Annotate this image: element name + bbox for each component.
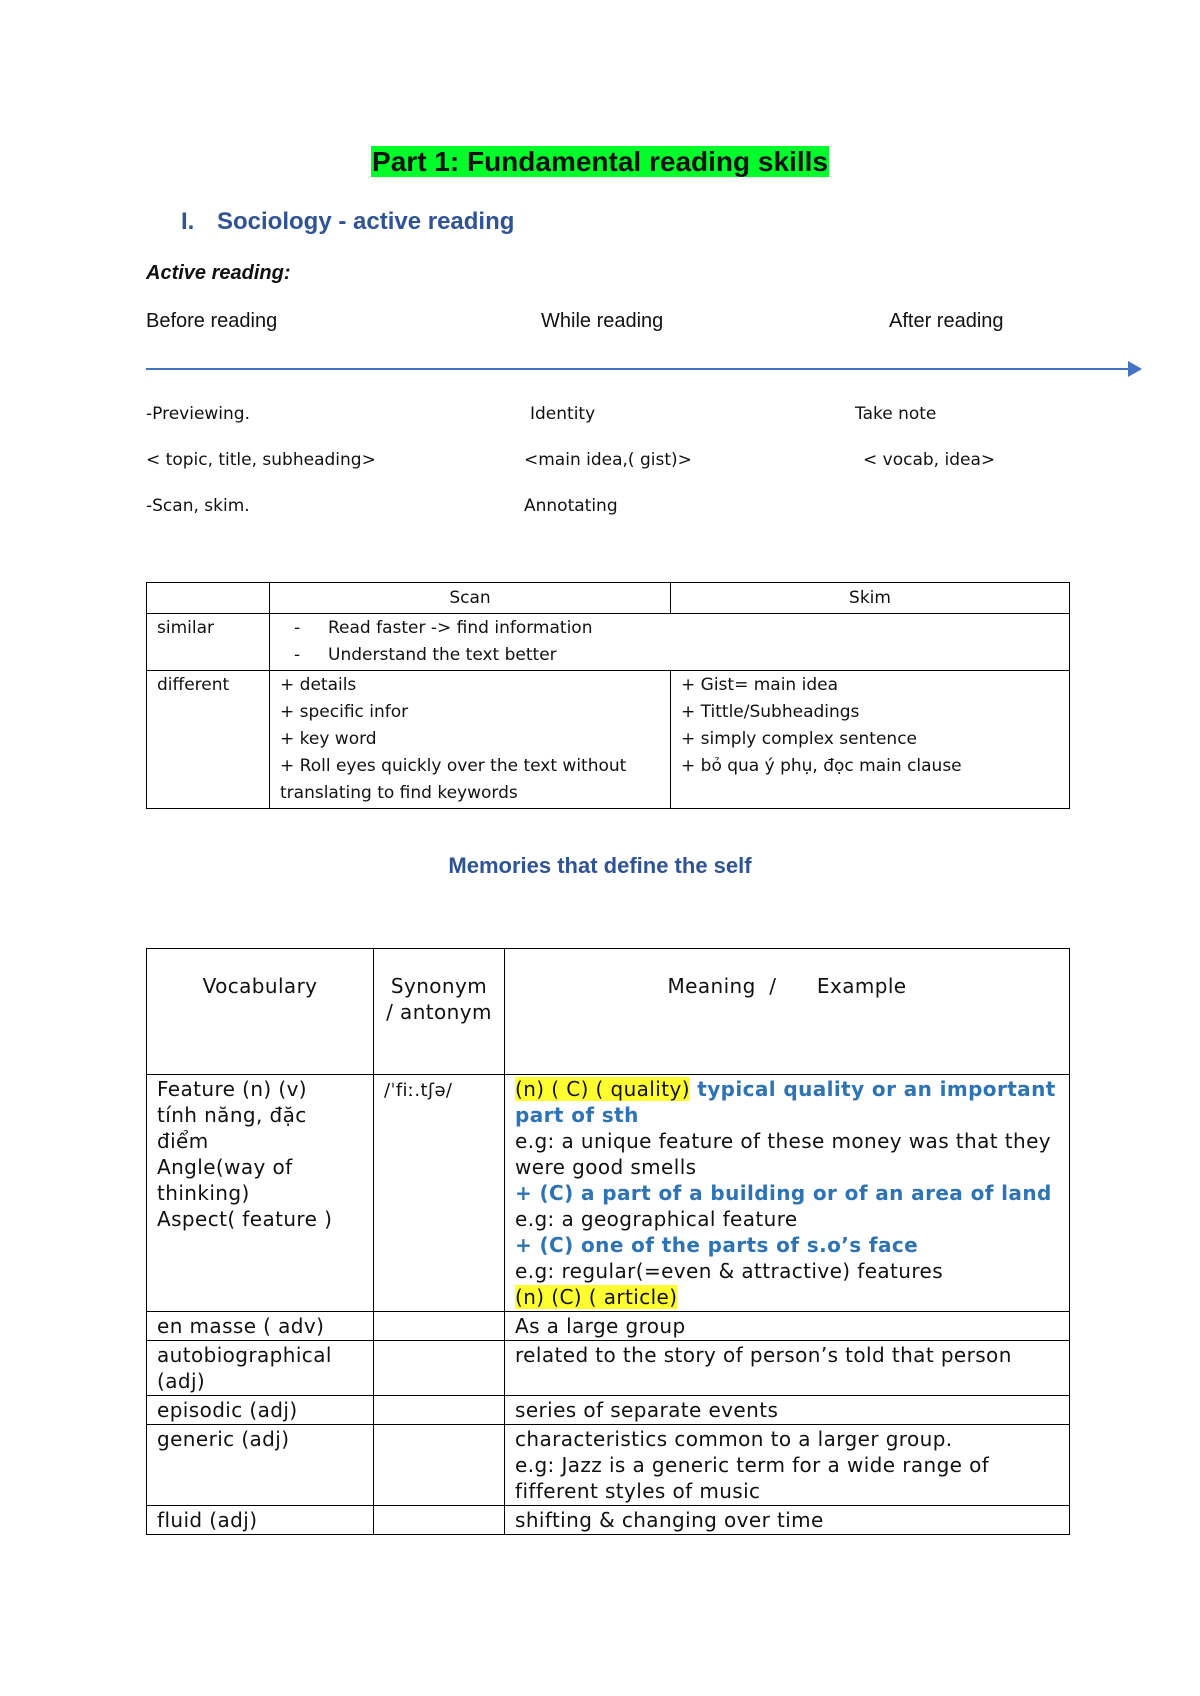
list-item: + Tittle/Subheadings xyxy=(681,702,860,722)
table-header-row xyxy=(147,583,1070,614)
definition-text: + (C) a part of a building or of an area of land xyxy=(515,1181,1052,1205)
section-heading-sociology xyxy=(181,208,514,236)
example-text: e.g: a unique feature of these money was that they were good smells xyxy=(515,1129,1052,1179)
synonym-cell xyxy=(374,1312,505,1341)
vocab-word: en masse ( adv) xyxy=(147,1312,374,1341)
header-vocabulary: Vocabulary xyxy=(147,949,374,1075)
list-item: - Understand the text better xyxy=(328,642,1059,669)
meaning-cell xyxy=(505,1425,1070,1506)
list-item: + specific infor xyxy=(280,702,409,722)
skim-cell xyxy=(671,671,1070,809)
similar-cell xyxy=(270,614,1070,671)
vocab-header-row xyxy=(147,949,1070,1075)
arrow-head-icon xyxy=(1128,361,1142,377)
vocab-word-feature xyxy=(147,1075,374,1312)
header-synonym: Synonym / antonym xyxy=(374,949,505,1075)
list-item: + Roll eyes quickly over the text without translating to find keywords xyxy=(280,756,627,803)
word-line: Aspect( feature ) xyxy=(157,1207,333,1231)
table-row-similar xyxy=(147,614,1070,671)
section-heading-text: Sociology - active reading xyxy=(217,208,515,235)
table-row xyxy=(147,1075,1070,1312)
table-row-different xyxy=(147,671,1070,809)
word-line: tính năng, đặc điểm xyxy=(157,1103,307,1153)
stage-after-reading: After reading xyxy=(889,310,1004,332)
synonym-cell xyxy=(374,1506,505,1535)
page-title-text: Part 1: Fundamental reading skills xyxy=(372,146,828,177)
list-item: - Read faster -> find information xyxy=(328,615,1059,642)
scan-cell xyxy=(270,671,671,809)
table-header-skim: Skim xyxy=(671,583,1070,614)
vocab-word: episodic (adj) xyxy=(147,1396,374,1425)
list-item: + Gist= main idea xyxy=(681,675,838,695)
meaning-cell: related to the story of person’s told that person xyxy=(505,1341,1070,1396)
example-text: e.g: a geographical feature xyxy=(515,1207,798,1231)
example-text: e.g: regular(=even & attractive) features xyxy=(515,1259,944,1283)
row-label-similar: similar xyxy=(147,614,270,671)
stage-while-reading: While reading xyxy=(541,310,664,332)
list-item: + details xyxy=(280,675,357,695)
meaning-line xyxy=(515,1076,1059,1128)
table-row xyxy=(147,1425,1070,1506)
table-row xyxy=(147,1506,1070,1535)
section-number: I. xyxy=(181,208,195,235)
definition-text: typical quality or an important part of sth xyxy=(515,1077,1056,1127)
definition-text: + (C) one of the parts of s.o’s face xyxy=(515,1233,919,1257)
synonym-cell xyxy=(374,1075,505,1312)
table-header-scan: Scan xyxy=(270,583,671,614)
while-detail-1: Identity xyxy=(530,404,596,424)
scan-skim-table xyxy=(146,582,1070,809)
word-line: Angle(way of thinking) xyxy=(157,1155,293,1205)
stage-before-reading: Before reading xyxy=(146,310,278,332)
similar-list xyxy=(280,615,1059,669)
header-meaning: Meaning / Example xyxy=(505,949,1070,1075)
meaning-cell: shifting & changing over time xyxy=(505,1506,1070,1535)
timeline-arrow-line xyxy=(146,368,1132,370)
synonym-cell xyxy=(374,1341,505,1396)
table-row xyxy=(147,1341,1070,1396)
vocab-word: fluid (adj) xyxy=(147,1506,374,1535)
table-row xyxy=(147,1396,1070,1425)
row-label-different: different xyxy=(147,671,270,809)
before-detail-1: -Previewing. xyxy=(146,404,251,424)
vocab-word: autobiographical (adj) xyxy=(147,1341,374,1396)
table-header-empty xyxy=(147,583,270,614)
list-item: + simply complex sentence xyxy=(681,729,918,749)
active-reading-label: Active reading: xyxy=(146,262,291,284)
section-heading-memories: Memories that define the self xyxy=(448,853,752,878)
word-line: Feature (n) (v) xyxy=(157,1077,308,1101)
ipa-pronunciation: /ˈfiː.tʃə/ xyxy=(384,1080,453,1101)
vocabulary-table xyxy=(146,948,1070,1535)
table-row xyxy=(147,1312,1070,1341)
after-detail-2: < vocab, idea> xyxy=(863,450,996,470)
list-item: + key word xyxy=(280,729,377,749)
meaning-cell: As a large group xyxy=(505,1312,1070,1341)
vocab-word: generic (adj) xyxy=(147,1425,374,1506)
meaning-text: characteristics common to a larger group. xyxy=(515,1427,953,1451)
before-detail-3: -Scan, skim. xyxy=(146,496,250,516)
meaning-cell: series of separate events xyxy=(505,1396,1070,1425)
synonym-cell xyxy=(374,1425,505,1506)
after-detail-1: Take note xyxy=(855,404,937,424)
meaning-cell-feature xyxy=(505,1075,1070,1312)
example-text: e.g: Jazz is a generic term for a wide range of fifferent styles of music xyxy=(515,1453,990,1503)
synonym-cell xyxy=(374,1396,505,1425)
word-class-tag: (n) ( C) ( quality) xyxy=(515,1077,690,1101)
while-detail-3: Annotating xyxy=(524,496,618,516)
page-title xyxy=(0,146,1200,178)
list-item: + bỏ qua ý phụ, đọc main clause xyxy=(681,756,962,776)
word-class-tag: (n) (C) ( article) xyxy=(515,1285,678,1309)
before-detail-2: < topic, title, subheading> xyxy=(146,450,376,470)
while-detail-2: <main idea,( gist)> xyxy=(524,450,692,470)
meaning-line xyxy=(515,1284,1059,1310)
